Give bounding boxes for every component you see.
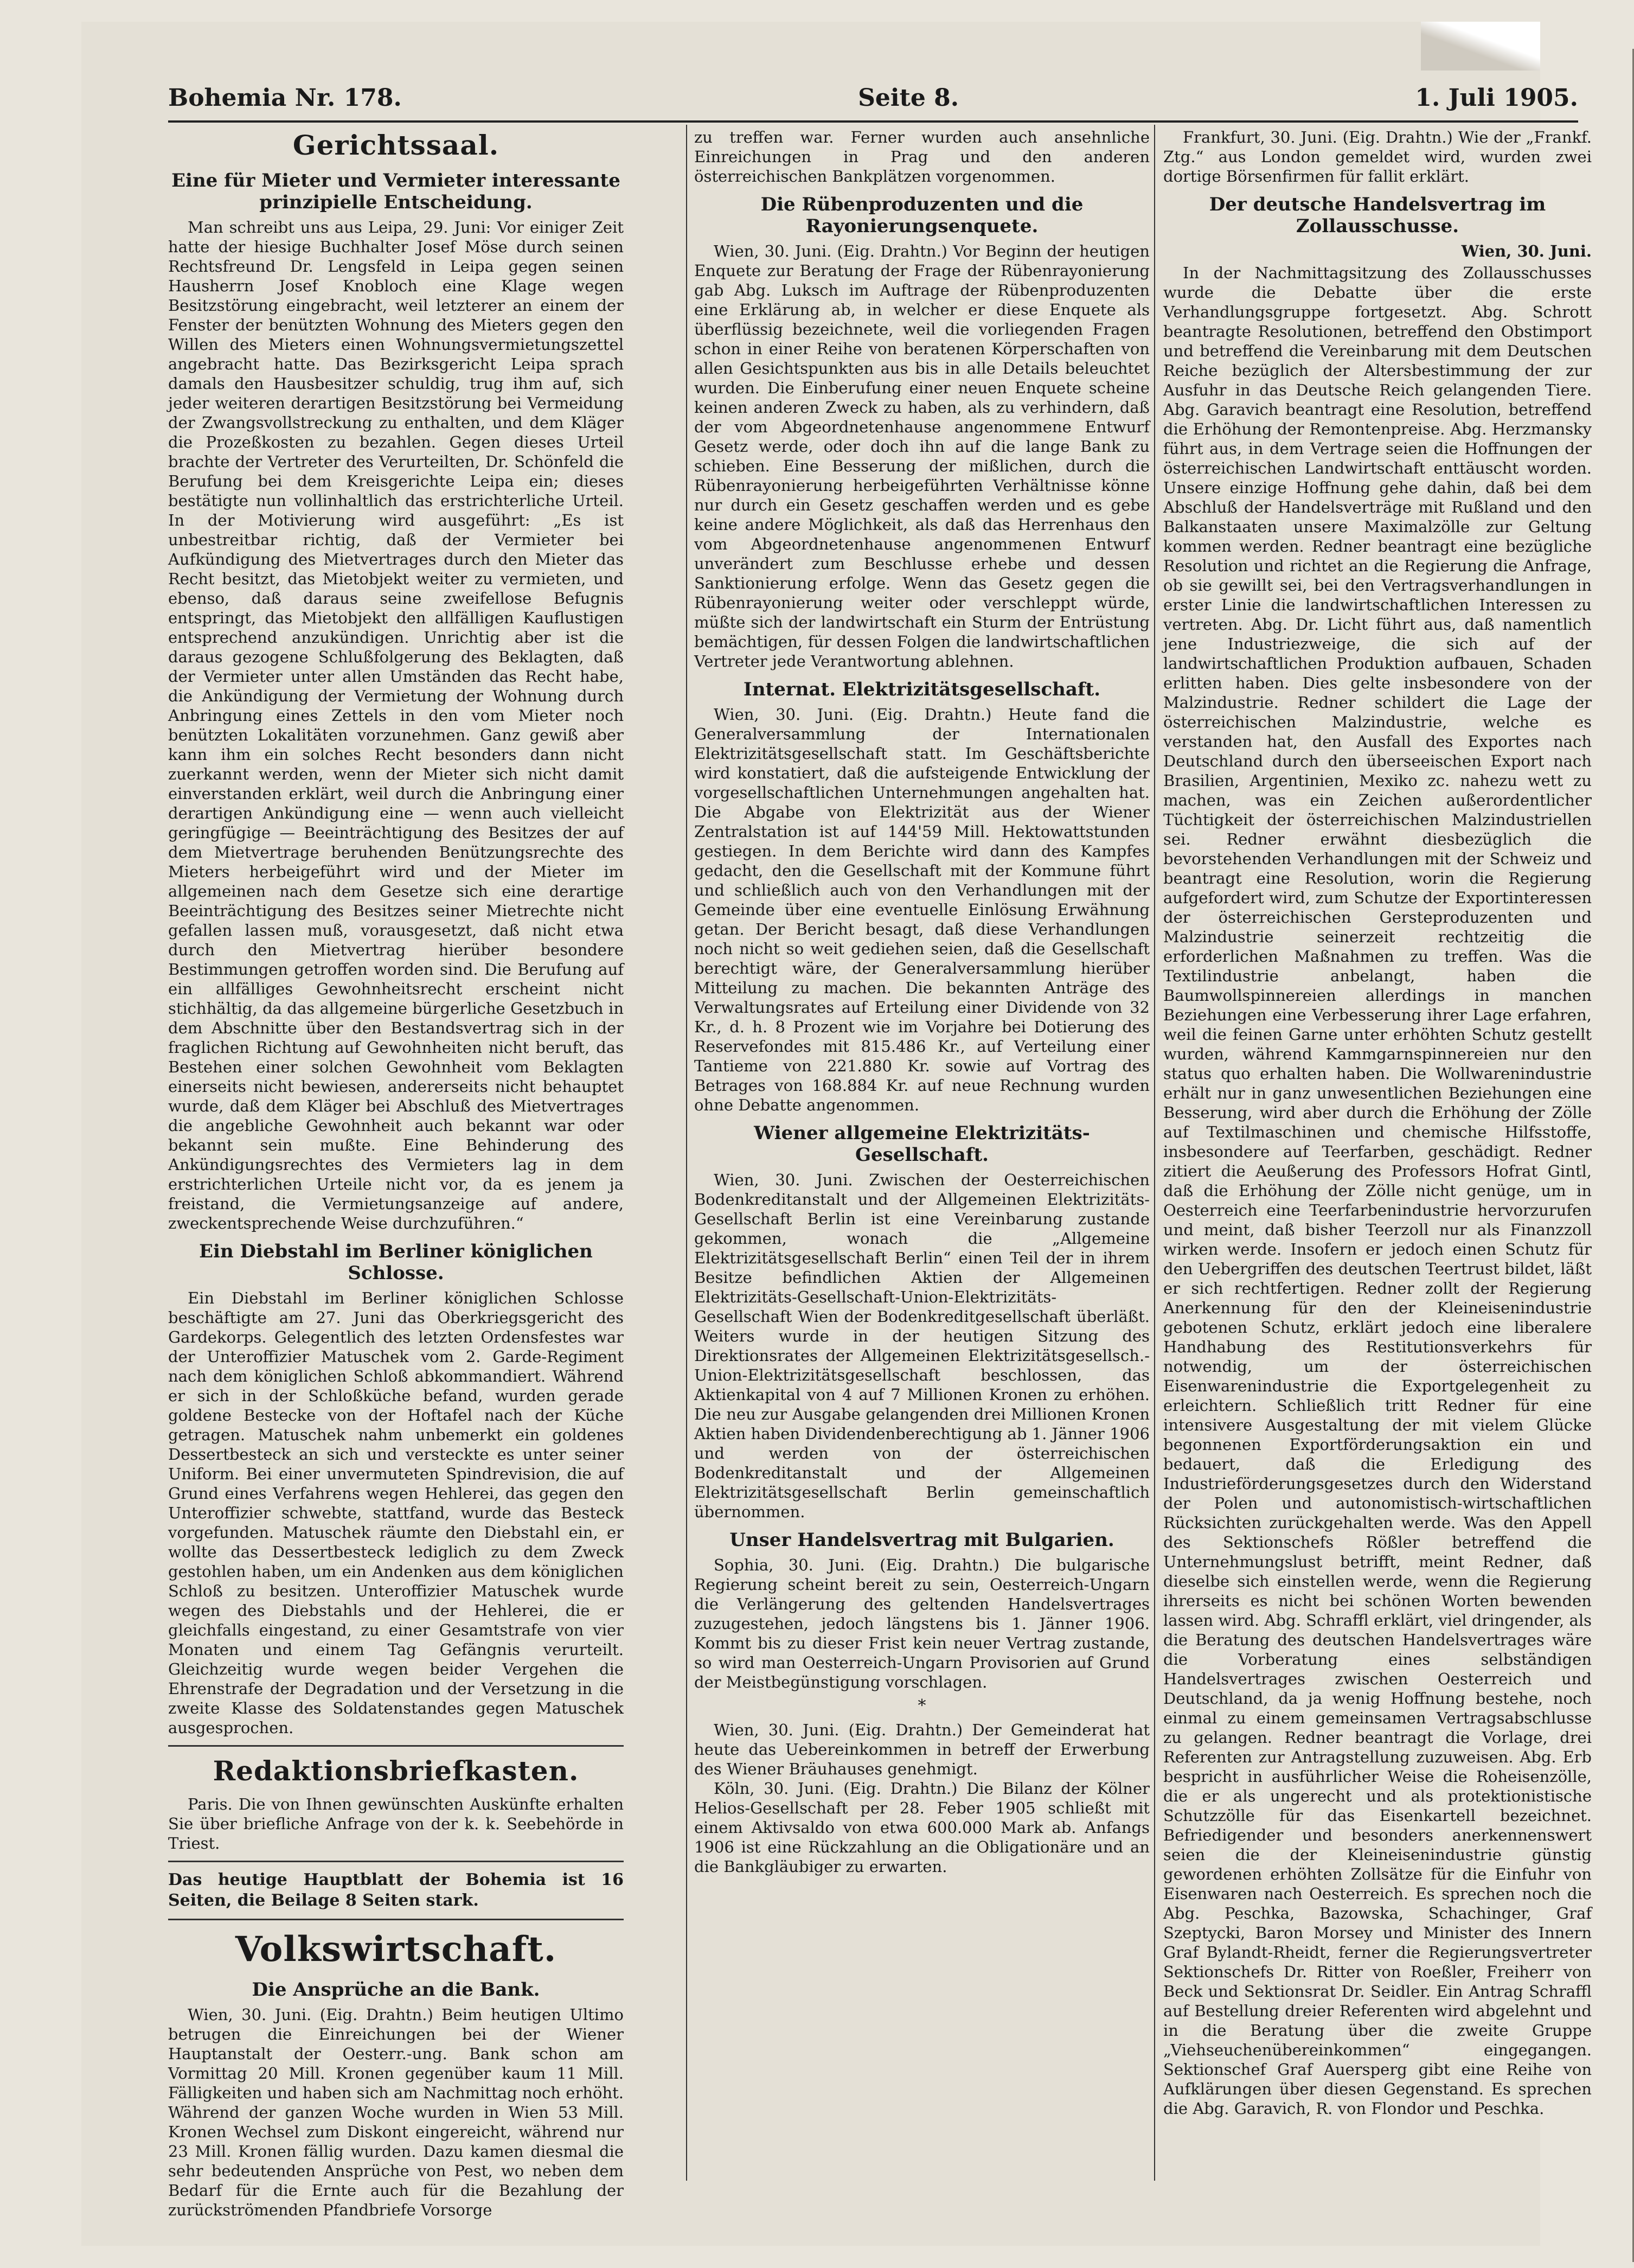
article-body: Köln, 30. Juni. (Eig. Drahtn.) Die Bilanz der Kölner Helios-Gesellschaft per 28. Feber 1905 schließt mit einem Aktivsaldo von etwa 600.000 Mark ab. Anfangs 1906 ist eine Rückzahlung an die Obligationäre und an die Bankgläubiger zu erwarten. xyxy=(694,1779,1150,1876)
page-corner-fold xyxy=(1421,22,1540,71)
column-divider-1 xyxy=(686,125,687,2181)
article-dateline: Wien, 30. Juni. xyxy=(1461,242,1592,260)
article-body: Sophia, 30. Juni. (Eig. Drahtn.) Die bulgarische Regierung scheint bereit zu sein, Oesterreich-Ungarn die Verlängerung des geltenden Handelsvertrages zuzugestehen, jedoch längstens bis 1. Jänner 1906. Kommt bis zu dieser Frist kein neuer Vertrag zustande, so wird man Oesterreich-Ungarn Provisorien auf Grund der Meistbegünstigung vorschlagen. xyxy=(694,1556,1150,1691)
section-rubric-letterbox: Redaktionsbriefkasten. xyxy=(213,1755,579,1787)
masthead-issue: Bohemia Nr. 178. xyxy=(168,84,402,112)
article-headline: Die Rübenproduzenten und die Rayonierungsenquete. xyxy=(760,194,1084,237)
article-body: Wien, 30. Juni. (Eig. Drahtn.) Heute fand die Generalversammlung der Internationalen Elektrizitätsgesellschaft statt. Im Geschäftsberichte wird konstatiert, daß die aufsteigende Entwicklung der vorgesellschaftlichen Unternehmungen angehalten hat. Die Abgabe von Elektrizität aus der Wiener Zentralstation ist auf 144'59 Mill. Hektowattstunden gestiegen. In dem Berichte wird dann des Kampfes gedacht, den die Gesellschaft mit der Kommune führt und schließlich auch von den Verhandlungen mit der Gemeinde über eine eventuelle Einlösung Erwähnung getan. Der Bericht besagt, daß diese Verhandlungen noch nicht so weit gediehen seien, daß die Gesellschaft berechtigt wäre, der Generalversammlung hierüber Mitteilung zu machen. Die bekannten Anträge des Verwaltungsrates auf Erteilung einer Dividende von 32 Kr., d. h. 8 Prozent wie im Vorjahre bei Dotierung des Reservefondes mit 815.486 Kr., auf Verteilung einer Tantieme von 221.880 Kr. sowie auf Vortrag des Betrages von 168.884 Kr. auf neue Rechnung wurden ohne Debatte angenommen. xyxy=(694,705,1150,1114)
separator-star: * xyxy=(918,1696,926,1715)
letterbox-body: Paris. Die von Ihnen gewünschten Auskünfte erhalten Sie über briefliche Anfrage von der k. k. Seebehörde in Triest. xyxy=(168,1795,624,1852)
article-body: Ein Diebstahl im Berliner königlichen Schlosse beschäftigte am 27. Juni das Oberkriegsgericht des Gardekorps. Gelegentlich des letzten Ordensfestes war der Unteroffizier Matuschek vom 2. Garde-Regiment nach dem königlichen Schloß abkommandiert. Während er sich in der Schloßküche befand, wurden gerade goldene Bestecke von der Hoftafel nach der Küche getragen. Matuschek nahm unbemerkt ein goldenes Dessertbesteck an sich und versteckte es unter seiner Uniform. Bei einer unvermuteten Spindrevision, die auf Grund eines Verfahrens wegen Hehlerei, das gegen den Unteroffizier schwebte, stattfand, wurde das Besteck vorgefunden. Matuschek räumte den Diebstahl ein, er wollte das Dessertbesteck lediglich zu dem Zweck gestohlen haben, um ein Andenken aus dem königlichen Schloß zu besitzen. Unteroffizier Matuschek wurde wegen des Diebstahls und der Hehlerei, die er gleichfalls eingestand, zu einer Gesamtstrafe von vier Monaten und einem Tag Gefängnis verurteilt. Gleichzeitig wurde wegen beider Vergehen die Ehrenstrafe der Degradation und der Versetzung in die zweite Klasse des Soldatenstandes gegen Matuschek ausgesprochen. xyxy=(168,1289,624,1737)
article-continuation: Frankfurt, 30. Juni. (Eig. Drahtn.) Wie der „Frankf. Ztg.“ aus London gemeldet wird, wurden zwei dortige Börsenfirmen für fallit erklärt. xyxy=(1163,128,1592,186)
masthead-page-number: Seite 8. xyxy=(858,84,959,112)
newspaper-page xyxy=(81,22,1592,2246)
article-headline: Internat. Elektrizitätsgesellschaft. xyxy=(743,679,1101,700)
article-body: In der Nachmittagsitzung des Zollausschusses wurde die Debatte über die erste Verhandlungsgruppe fortgesetzt. Abg. Schrott beantragte Resolutionen, betreffend den Obstimport und betreffend die Vereinbarung mit dem Deutschen Reiche bezüglich der Altersbestimmung der zur Ausfuhr in das Deutsche Reich gelangenden Tiere. Abg. Garavich beantragt eine Resolution, betreffend die Erhöhung der Remontenpreise. Abg. Herzmansky führt aus, in dem Vertrage seien die Hoffnungen der österreichischen Landwirtschaft enttäuscht worden. Unsere einzige Hoffnung gehe dahin, daß bei dem Abschluß der Handelsverträge mit Rußland und den Balkanstaaten unsere Maximalzölle zur Geltung kommen werden. Redner beantragt eine bezügliche Resolution und richtet an die Regierung die Anfrage, ob sie gewillt sei, bei den Vertragsverhandlungen in erster Linie die landwirtschaftlichen Interessen zu vertreten. Abg. Dr. Licht führt aus, daß namentlich jene Industriezweige, die sich auf der landwirtschaftlichen Produktion aufbauen, Schaden erlitten haben. Dies gelte insbesondere von der Malzindustrie. Redner schildert die Lage der österreichischen Malzindustrie, welche es verstanden hat, den Ausfall des Exportes nach Deutschland durch den überseeischen Export nach Brasilien, Argentinien, Mexiko zc. nahezu wett zu machen, was ein Zeichen außerordentlicher Tüchtigkeit der österreichischen Malzindustriellen sei. Redner erwähnt diesbezüglich die bevorstehenden Verhandlungen mit der Schweiz und beantragt eine Resolution, worin die Regierung aufgefordert wird, zum Schutze der Exportinteressen der österreichischen Gersteproduzenten und Malzindustrie seinerzeit rechtzeitig die erforderlichen Maßnahmen zu treffen. Was die Textilindustrie anbelangt, haben die Baumwollspinnereien allerdings in manchen Beziehungen eine Verbesserung ihrer Lage erfahren, weil die feinen Garne unter erhöhten Schutz gestellt wurden, während Kammgarnspinnereien nur den status quo erhalten haben. Die Wollwarenindustrie erhält nur in ganz unwesentlichen Beziehungen eine Besserung, wird aber durch die Erhöhung der Zölle auf Textilmaschinen und chemische Hilfsstoffe, insbesondere auf Teerfarben, geschädigt. Redner zitiert die Aeußerung des Professors Hofrat Gintl, daß die Erhöhung der Zölle nicht genüge, um in Oesterreich eine Teerfarbenindustrie hervorzurufen und meint, daß bisher Teerzoll nur als Finanzzoll wirken werde. Insofern er jedoch einen Schutz für den Uebergriffen des deutschen Teertrust bildet, läßt er sich rechtfertigen. Redner zollt der Regierung Anerkennung für den der Kleineisenindustrie gebotenen Schutz, erklärt jedoch eine liberalere Handhabung des Restitutionsverkehrs für notwendig, um der österreichischen Eisenwarenindustrie die Exportgelegenheit zu erleichtern. Schließlich tritt Redner für eine intensivere Ausgestaltung der mit vielem Glücke begonnenen Exportförderungsaktion ein und bedauert, daß die Erledigung des Industrieförderungsgesetzes durch den Widerstand der Polen und autonomistisch-wirtschaftlichen Rücksichten zurückgehalten werde. Was den Appell des Sektionschefs Rößler betreffend die Unternehmungslust betrifft, meint Redner, daß dieselbe sich einstellen werde, wenn die Regierung ihrerseits es nicht bei schönen Worten bewenden lassen wird. Abg. Schraffl erklärt, viel dringender, als die Beratung des deutschen Handelsvertrages wäre die Vorberatung eines selbständigen Handelsvertrages zwischen Oesterreich und Deutschland, da ja wenig Hoffnung bestehe, noch einmal zu einem gemeinsamen Vertragsabschlusse zu gelangen. Redner beantragt die Vorlage, drei Referenten zur Antragstellung zuzuweisen. Abg. Erb bespricht in ausführlicher Weise die Roheisenzölle, die er als ungerecht und als protektionistische Schutzzölle für das Eisenkartell bezeichnet. Befriedigender und besonders anerkennenswert seien die der Kleineisenindustrie günstig gewordenen erhöhten Zollsätze für die Einfuhr von Eisenwaren nach Oesterreich. Es sprechen noch die Abg. Peschka, Bazowska, Schachinger, Graf Szeptycki, Baron Morsey und Minister des Innern Graf Bylandt-Rheidt, ferner die Regierungsvertreter Sektionschefs Dr. Ritter von Roeßler, Freiherr von Beck und Sektionsrat Dr. Seidler. Ein Antrag Schraffl auf Bestellung dreier Referenten wird abgelehnt und in die Beratung über die zweite Gruppe „Viehseuchenübereinkommen“ eingegangen. Sektionschef Graf Auersperg gibt eine Reihe von Aufklärungen über diesen Gegenstand. Es sprechen die Abg. Garavich, R. von Flondor und Peschka. xyxy=(1163,264,1592,2118)
column-2 xyxy=(694,127,1150,2202)
article-body: Wien, 30. Juni. (Eig. Drahtn.) Beim heutigen Ultimo betrugen die Einreichungen bei der Wiener Hauptanstalt der Oesterr.-ung. Bank schon am Vormittag 20 Mill. Kronen gegenüber kaum 11 Mill. Fälligkeiten und haben sich am Nachmittag noch erhöht. Während der ganzen Woche wurden in Wien 53 Mill. Kronen Wechsel zum Diskont eingereicht, während nur 23 Mill. Kronen fällig wurden. Dazu kamen diesmal die sehr bedeutenden Ansprüche von Pest, wo neben dem Bedarf für die Ernte auch für die Bezahlung der zurückströmenden Pfandbriefe Vorsorge xyxy=(168,2005,624,2219)
article-headline: Der deutsche Handelsvertrag im Zollausschusse. xyxy=(1209,194,1546,237)
section-rubric-economy: Volkswirtschaft. xyxy=(235,1929,557,1970)
column-divider-2 xyxy=(1154,125,1155,2181)
section-rule xyxy=(168,1745,624,1747)
masthead-rule xyxy=(168,120,1578,123)
article-headline: Die Ansprüche an die Bank. xyxy=(252,1979,540,2001)
masthead xyxy=(168,76,1578,119)
section-rule xyxy=(168,1919,624,1920)
article-continuation: zu treffen war. Ferner wurden auch ansehnliche Einreichungen in Prag und den anderen österreichischen Bankplätzen vorgenommen. xyxy=(694,128,1150,186)
section-rule xyxy=(168,1861,624,1862)
masthead-date: 1. Juli 1905. xyxy=(1415,84,1578,112)
article-body: Man schreibt uns aus Leipa, 29. Juni: Vor einiger Zeit hatte der hiesige Buchhalter Josef Möse durch seinen Rechtsfreund Dr. Lengsfeld in Leipa gegen seinen Hausherrn Josef Knobloch eine Klage wegen Besitzstörung eingebracht, weil letzterer an einem der Fenster der benützten Wohnung des Mieters gegen den Willen des Mieters einen Wohnungsvermietungszettel angebracht hatte. Das Bezirksgericht Leipa sprach damals den Hausbesitzer schuldig, trug ihm auf, sich jeder weiteren derartigen Besitzstörung bei Vermeidung der Zwangsvollstreckung zu enthalten, und dem Kläger die Prozeßkosten zu bezahlen. Gegen dieses Urteil brachte der Vertreter des Verurteilten, Dr. Schönfeld die Berufung bei dem Kreisgerichte Leipa ein; dieses bestätigte nun vollinhaltlich das erstrichterliche Urteil. In der Motivierung wird ausgeführt: „Es ist unbestreitbar richtig, daß der Vermieter bei Aufkündigung des Mietvertrages durch den Mieter das Recht besitzt, das Mietobjekt weiter zu vermieten, und ebenso, daß daraus seine zweifellose Befugnis entspringt, das Mietobjekt den allfälligen Kauflustigen entsprechend anzukündigen. Unrichtig aber ist die daraus gezogene Schlußfolgerung des Beklagten, daß der Vermieter unter allen Umständen das Recht habe, die Ankündigung der Vermietung der Wohnung durch Anbringung eines Zettels in den vom Mieter noch benützten Lokalitäten vorzunehmen. Ganz gewiß aber kann ihm ein solches Recht besonders dann nicht zuerkannt werden, wenn der Mieter sich nicht damit einverstanden erklärt, weil durch die Anbringung einer derartigen Ankündigung eine — wenn auch vielleicht geringfügige — Beeinträchtigung des Besitzes der auf dem Mietvertrage beruhenden Benützungsrechte des Mieters herbeigeführt wird und der Mieter im allgemeinen nach dem Gesetze sich eine derartige Beeinträchtigung des Besitzes seiner Mietrechte nicht gefallen lassen muß, vorausgesetzt, daß nicht etwa durch den Mietvertrag hierüber besondere Bestimmungen getroffen worden sind. Die Berufung auf ein allfälliges Gewohnheitsrecht erscheint nicht stichhältig, da das allgemeine bürgerliche Gesetzbuch in dem Abschnitte über den Bestandsvertrag sich in der fraglichen Richtung auf Gewohnheiten nicht beruft, das Bestehen einer solchen Gewohnheit vom Beklagten einerseits nicht bewiesen, andererseits nicht behauptet wurde, daß dem Kläger bei Abschluß des Mietvertrages die angebliche Gewohnheit auch bekannt war oder bekannt sein mußte. Eine Behinderung des Ankündigungsrechtes des Vermieters lag in dem erstrichterlichen Urteile nicht vor, da es jenem ja freistand, die Vermietungsanzeige auf andere, zweckentsprechende Weise durchzuführen.“ xyxy=(168,218,624,1232)
article-body: Wien, 30. Juni. (Eig. Drahtn.) Vor Beginn der heutigen Enquete zur Beratung der Frage der Rübenrayonierung gab Abg. Luksch im Auftrage der Rübenproduzenten eine Erklärung ab, in welcher er diese Enquete als überflüssig bezeichnete, weil die vorliegenden Fragen schon in einer Reihe von beratenen Körperschaften von allen Gesichtspunkten aus bis in alle Details beleuchtet wurden. Die Einberufung einer neuen Enquete scheine keinen anderen Zweck zu haben, als zu verhindern, daß der vom Abgeordnetenhause angenommene Entwurf Gesetz werde, oder doch ihn auf die lange Bank zu schieben. Eine Besserung der mißlichen, durch die Rübenrayonierung herbeigeführten Verhältnisse könne nur durch ein Gesetz geschaffen werden und es gebe keine andere Möglichkeit, als daß das Herrenhaus den vom Abgeordnetenhause angenommenen Entwurf unverändert zum Beschlusse erhebe und dessen Sanktionierung erfolge. Wenn das Gesetz gegen die Rübenrayonierung weiter oder verschleppt würde, müßte sich der landwirtschaft ein Sturm der Entrüstung bemächtigen, für dessen Folgen die landwirtschaftlichen Vertreter jede Verantwortung ablehnen. xyxy=(694,242,1150,670)
article-headline: Unser Handelsvertrag mit Bulgarien. xyxy=(729,1529,1114,1551)
article-body: Wien, 30. Juni. Zwischen der Oesterreichischen Bodenkreditanstalt und der Allgemeinen Elektrizitäts-Gesellschaft Berlin ist eine Vereinbarung zustande gekommen, wonach die „Allgemeine Elektrizitätsgesellschaft Berlin“ einen Teil der in ihrem Besitze befindlichen Aktien der Allgemeinen Elektrizitäts-Gesellschaft-Union-Elektrizitäts-Gesellschaft Wien der Bodenkreditgesellschaft überläßt. Weiters wurde in der heutigen Sitzung des Direktionsrates der Allgemeinen Elektrizitätsgesellsch.-Union-Elektrizitätsgesellschaft beschlossen, das Aktienkapital von 4 auf 7 Millionen Kronen zu erhöhen. Die neu zur Ausgabe gelangenden drei Millionen Kronen Aktien haben Dividendenberechtigung ab 1. Jänner 1906 und werden von der österreichischen Bodenkreditanstalt und der Allgemeinen Elektrizitätsgesellschaft Berlin gemeinschaftlich übernommen. xyxy=(694,1171,1150,1521)
column-3 xyxy=(1163,127,1592,2202)
article-body: Wien, 30. Juni. (Eig. Drahtn.) Der Gemeinderat hat heute das Uebereinkommen in betreff der Erwerbung des Wiener Bräuhauses genehmigt. xyxy=(694,1721,1150,1778)
section-rubric-court: Gerichtssaal. xyxy=(292,129,499,161)
article-headline: Ein Diebstahl im Berliner königlichen Schlosse. xyxy=(199,1241,593,1284)
article-headline: Eine für Mieter und Vermieter interessante prinzipielle Entscheidung. xyxy=(171,170,620,213)
article-headline: Wiener allgemeine Elektrizitäts-Gesellschaft. xyxy=(754,1122,1090,1166)
column-1 xyxy=(168,127,624,2219)
page-count-notice: Das heutige Hauptblatt der Bohemia ist 16 Seiten, die Beilage 8 Seiten stark. xyxy=(168,1870,624,1910)
